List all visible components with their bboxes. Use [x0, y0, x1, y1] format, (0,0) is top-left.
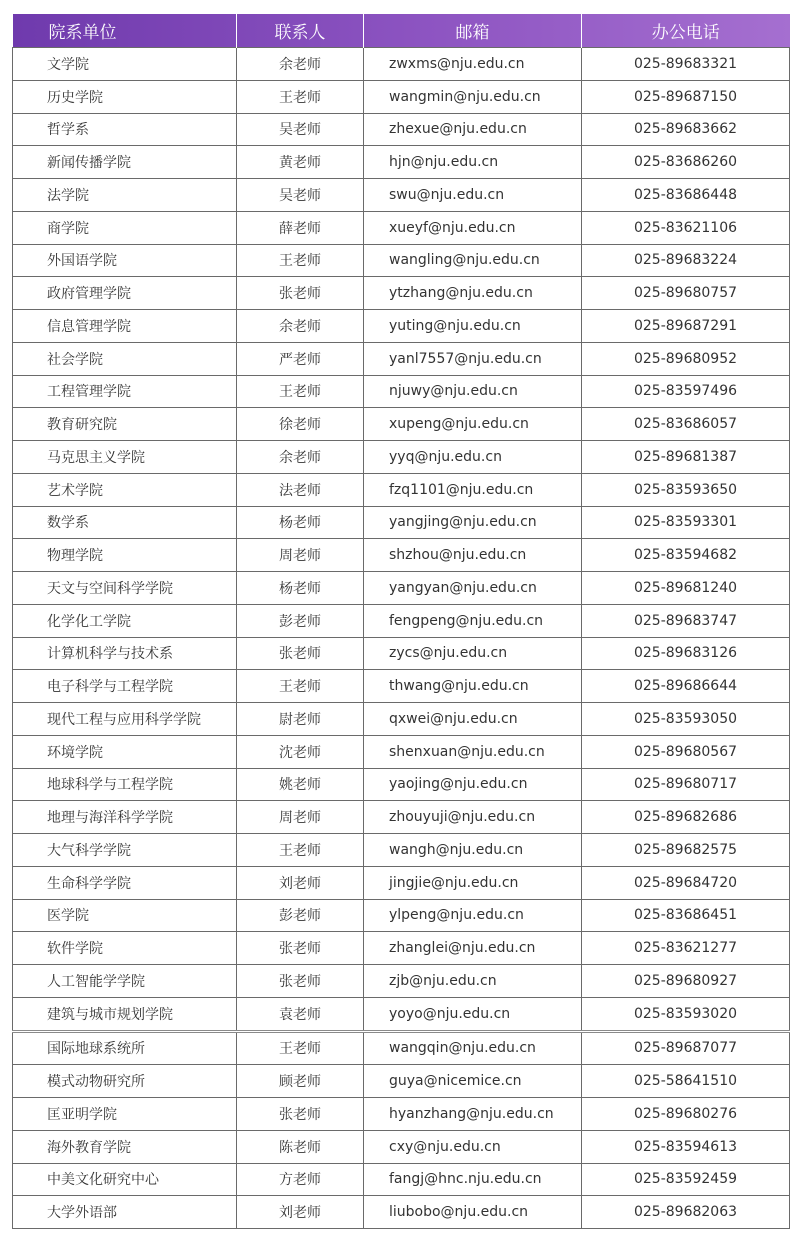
department-cell: 中美文化研究中心	[13, 1163, 237, 1196]
department-cell: 外国语学院	[13, 244, 237, 277]
department-cell: 电子科学与工程学院	[13, 670, 237, 703]
email-cell: wangling@nju.edu.cn	[364, 244, 582, 277]
phone-cell: 025-83592459	[582, 1163, 790, 1196]
email-cell: yyq@nju.edu.cn	[364, 441, 582, 474]
phone-cell: 025-83686451	[582, 899, 790, 932]
table-row	[13, 768, 790, 801]
email-cell: wangmin@nju.edu.cn	[364, 80, 582, 113]
contact-person-cell: 沈老师	[237, 735, 364, 768]
email-cell: swu@nju.edu.cn	[364, 179, 582, 212]
table-row	[13, 932, 790, 965]
department-cell: 模式动物研究所	[13, 1065, 237, 1098]
phone-cell: 025-83597496	[582, 375, 790, 408]
table-row	[13, 1196, 790, 1229]
email-cell: fzq1101@nju.edu.cn	[364, 473, 582, 506]
department-cell: 人工智能学学院	[13, 965, 237, 998]
phone-cell: 025-83593650	[582, 473, 790, 506]
table-row	[13, 899, 790, 932]
email-cell: hjn@nju.edu.cn	[364, 146, 582, 179]
phone-cell: 025-89682686	[582, 801, 790, 834]
email-cell: xupeng@nju.edu.cn	[364, 408, 582, 441]
table-row	[13, 997, 790, 1031]
email-cell: jingjie@nju.edu.cn	[364, 866, 582, 899]
department-cell: 商学院	[13, 211, 237, 244]
department-cell: 匡亚明学院	[13, 1098, 237, 1131]
department-cell: 海外教育学院	[13, 1130, 237, 1163]
table-row	[13, 146, 790, 179]
phone-cell: 025-89680952	[582, 342, 790, 375]
email-cell: njuwy@nju.edu.cn	[364, 375, 582, 408]
email-cell: cxy@nju.edu.cn	[364, 1130, 582, 1163]
header-department: 院系单位	[13, 14, 237, 48]
department-cell: 新闻传播学院	[13, 146, 237, 179]
table-row	[13, 604, 790, 637]
table-row	[13, 1065, 790, 1098]
table-row	[13, 441, 790, 474]
department-cell: 现代工程与应用科学学院	[13, 703, 237, 736]
contact-person-cell: 法老师	[237, 473, 364, 506]
department-cell: 医学院	[13, 899, 237, 932]
department-cell: 教育研究院	[13, 408, 237, 441]
department-cell: 天文与空间科学学院	[13, 572, 237, 605]
email-cell: guya@nicemice.cn	[364, 1065, 582, 1098]
header-row	[13, 14, 790, 48]
phone-cell: 025-83686448	[582, 179, 790, 212]
table-row	[13, 1163, 790, 1196]
phone-cell: 025-89683321	[582, 48, 790, 81]
table-row	[13, 572, 790, 605]
contact-person-cell: 杨老师	[237, 506, 364, 539]
email-cell: yoyo@nju.edu.cn	[364, 997, 582, 1031]
table-header	[13, 14, 790, 48]
phone-cell: 025-83593020	[582, 997, 790, 1031]
table-row	[13, 473, 790, 506]
table-row	[13, 244, 790, 277]
phone-cell: 025-89680276	[582, 1098, 790, 1131]
email-cell: yangyan@nju.edu.cn	[364, 572, 582, 605]
table-row	[13, 1098, 790, 1131]
phone-cell: 025-58641510	[582, 1065, 790, 1098]
contact-person-cell: 杨老师	[237, 572, 364, 605]
email-cell: hyanzhang@nju.edu.cn	[364, 1098, 582, 1131]
phone-cell: 025-89682063	[582, 1196, 790, 1229]
email-cell: xueyf@nju.edu.cn	[364, 211, 582, 244]
phone-cell: 025-89684720	[582, 866, 790, 899]
email-cell: ytzhang@nju.edu.cn	[364, 277, 582, 310]
table-row	[13, 539, 790, 572]
contact-person-cell: 吴老师	[237, 179, 364, 212]
contact-person-cell: 刘老师	[237, 866, 364, 899]
department-cell: 数学系	[13, 506, 237, 539]
contact-table	[12, 14, 790, 1229]
email-cell: zhexue@nju.edu.cn	[364, 113, 582, 146]
table-row	[13, 80, 790, 113]
email-cell: thwang@nju.edu.cn	[364, 670, 582, 703]
contact-person-cell: 王老师	[237, 375, 364, 408]
department-cell: 艺术学院	[13, 473, 237, 506]
phone-cell: 025-83686260	[582, 146, 790, 179]
phone-cell: 025-89683747	[582, 604, 790, 637]
email-cell: yuting@nju.edu.cn	[364, 310, 582, 343]
phone-cell: 025-89681240	[582, 572, 790, 605]
email-cell: zwxms@nju.edu.cn	[364, 48, 582, 81]
department-cell: 建筑与城市规划学院	[13, 997, 237, 1031]
phone-cell: 025-83621106	[582, 211, 790, 244]
phone-cell: 025-89683662	[582, 113, 790, 146]
table-row	[13, 179, 790, 212]
table-body	[13, 48, 790, 1229]
department-cell: 国际地球系统所	[13, 1031, 237, 1065]
email-cell: qxwei@nju.edu.cn	[364, 703, 582, 736]
department-cell: 法学院	[13, 179, 237, 212]
table-row	[13, 342, 790, 375]
phone-cell: 025-83593301	[582, 506, 790, 539]
email-cell: yangjing@nju.edu.cn	[364, 506, 582, 539]
department-cell: 文学院	[13, 48, 237, 81]
contact-person-cell: 王老师	[237, 244, 364, 277]
phone-cell: 025-83686057	[582, 408, 790, 441]
header-email: 邮箱	[364, 14, 582, 48]
email-cell: shenxuan@nju.edu.cn	[364, 735, 582, 768]
phone-cell: 025-83621277	[582, 932, 790, 965]
department-cell: 生命科学学院	[13, 866, 237, 899]
email-cell: wangh@nju.edu.cn	[364, 834, 582, 867]
email-cell: zhouyuji@nju.edu.cn	[364, 801, 582, 834]
phone-cell: 025-89683224	[582, 244, 790, 277]
phone-cell: 025-89680567	[582, 735, 790, 768]
email-cell: yaojing@nju.edu.cn	[364, 768, 582, 801]
table-row	[13, 113, 790, 146]
department-cell: 历史学院	[13, 80, 237, 113]
email-cell: yanl7557@nju.edu.cn	[364, 342, 582, 375]
email-cell: zycs@nju.edu.cn	[364, 637, 582, 670]
department-cell: 地球科学与工程学院	[13, 768, 237, 801]
phone-cell: 025-83594613	[582, 1130, 790, 1163]
table-row	[13, 670, 790, 703]
contact-person-cell: 姚老师	[237, 768, 364, 801]
department-cell: 工程管理学院	[13, 375, 237, 408]
phone-cell: 025-89680717	[582, 768, 790, 801]
phone-cell: 025-89681387	[582, 441, 790, 474]
email-cell: ylpeng@nju.edu.cn	[364, 899, 582, 932]
phone-cell: 025-89680757	[582, 277, 790, 310]
contact-person-cell: 顾老师	[237, 1065, 364, 1098]
contact-person-cell: 方老师	[237, 1163, 364, 1196]
email-cell: fengpeng@nju.edu.cn	[364, 604, 582, 637]
header-contact-person: 联系人	[237, 14, 364, 48]
contact-person-cell: 周老师	[237, 539, 364, 572]
contact-person-cell: 彭老师	[237, 899, 364, 932]
phone-cell: 025-89683126	[582, 637, 790, 670]
department-cell: 马克思主义学院	[13, 441, 237, 474]
contact-person-cell: 刘老师	[237, 1196, 364, 1229]
phone-cell: 025-89687077	[582, 1031, 790, 1065]
department-cell: 社会学院	[13, 342, 237, 375]
department-cell: 软件学院	[13, 932, 237, 965]
contact-person-cell: 薛老师	[237, 211, 364, 244]
contact-person-cell: 余老师	[237, 310, 364, 343]
contact-person-cell: 周老师	[237, 801, 364, 834]
contact-person-cell: 陈老师	[237, 1130, 364, 1163]
contact-person-cell: 余老师	[237, 441, 364, 474]
email-cell: zjb@nju.edu.cn	[364, 965, 582, 998]
table-row	[13, 277, 790, 310]
phone-cell: 025-89687291	[582, 310, 790, 343]
table-row	[13, 703, 790, 736]
email-cell: zhanglei@nju.edu.cn	[364, 932, 582, 965]
contact-person-cell: 吴老师	[237, 113, 364, 146]
contact-person-cell: 黄老师	[237, 146, 364, 179]
department-cell: 化学化工学院	[13, 604, 237, 637]
table-row	[13, 506, 790, 539]
table-row	[13, 408, 790, 441]
table-row	[13, 310, 790, 343]
contact-person-cell: 彭老师	[237, 604, 364, 637]
contact-person-cell: 张老师	[237, 277, 364, 310]
email-cell: wangqin@nju.edu.cn	[364, 1031, 582, 1065]
phone-cell: 025-89686644	[582, 670, 790, 703]
table-row	[13, 735, 790, 768]
phone-cell: 025-83593050	[582, 703, 790, 736]
email-cell: fangj@hnc.nju.edu.cn	[364, 1163, 582, 1196]
contact-person-cell: 严老师	[237, 342, 364, 375]
department-cell: 计算机科学与技术系	[13, 637, 237, 670]
contact-person-cell: 王老师	[237, 670, 364, 703]
department-cell: 环境学院	[13, 735, 237, 768]
table-row	[13, 834, 790, 867]
email-cell: liubobo@nju.edu.cn	[364, 1196, 582, 1229]
department-cell: 大气科学学院	[13, 834, 237, 867]
contact-person-cell: 张老师	[237, 932, 364, 965]
table-row	[13, 637, 790, 670]
table-row	[13, 965, 790, 998]
table-row	[13, 375, 790, 408]
department-cell: 地理与海洋科学学院	[13, 801, 237, 834]
phone-cell: 025-89680927	[582, 965, 790, 998]
department-cell: 信息管理学院	[13, 310, 237, 343]
contact-table-container	[12, 14, 789, 1229]
phone-cell: 025-89682575	[582, 834, 790, 867]
table-row	[13, 1031, 790, 1065]
contact-person-cell: 徐老师	[237, 408, 364, 441]
table-row	[13, 211, 790, 244]
contact-person-cell: 王老师	[237, 1031, 364, 1065]
contact-person-cell: 余老师	[237, 48, 364, 81]
contact-person-cell: 袁老师	[237, 997, 364, 1031]
contact-person-cell: 王老师	[237, 80, 364, 113]
phone-cell: 025-83594682	[582, 539, 790, 572]
department-cell: 物理学院	[13, 539, 237, 572]
header-office-phone: 办公电话	[651, 23, 720, 43]
email-cell: shzhou@nju.edu.cn	[364, 539, 582, 572]
contact-person-cell: 尉老师	[237, 703, 364, 736]
table-row	[13, 1130, 790, 1163]
contact-person-cell: 张老师	[237, 637, 364, 670]
department-cell: 政府管理学院	[13, 277, 237, 310]
phone-cell: 025-89687150	[582, 80, 790, 113]
department-cell: 大学外语部	[13, 1196, 237, 1229]
table-row	[13, 48, 790, 81]
department-cell: 哲学系	[13, 113, 237, 146]
contact-person-cell: 张老师	[237, 965, 364, 998]
table-row	[13, 801, 790, 834]
table-row	[13, 866, 790, 899]
contact-person-cell: 张老师	[237, 1098, 364, 1131]
contact-person-cell: 王老师	[237, 834, 364, 867]
